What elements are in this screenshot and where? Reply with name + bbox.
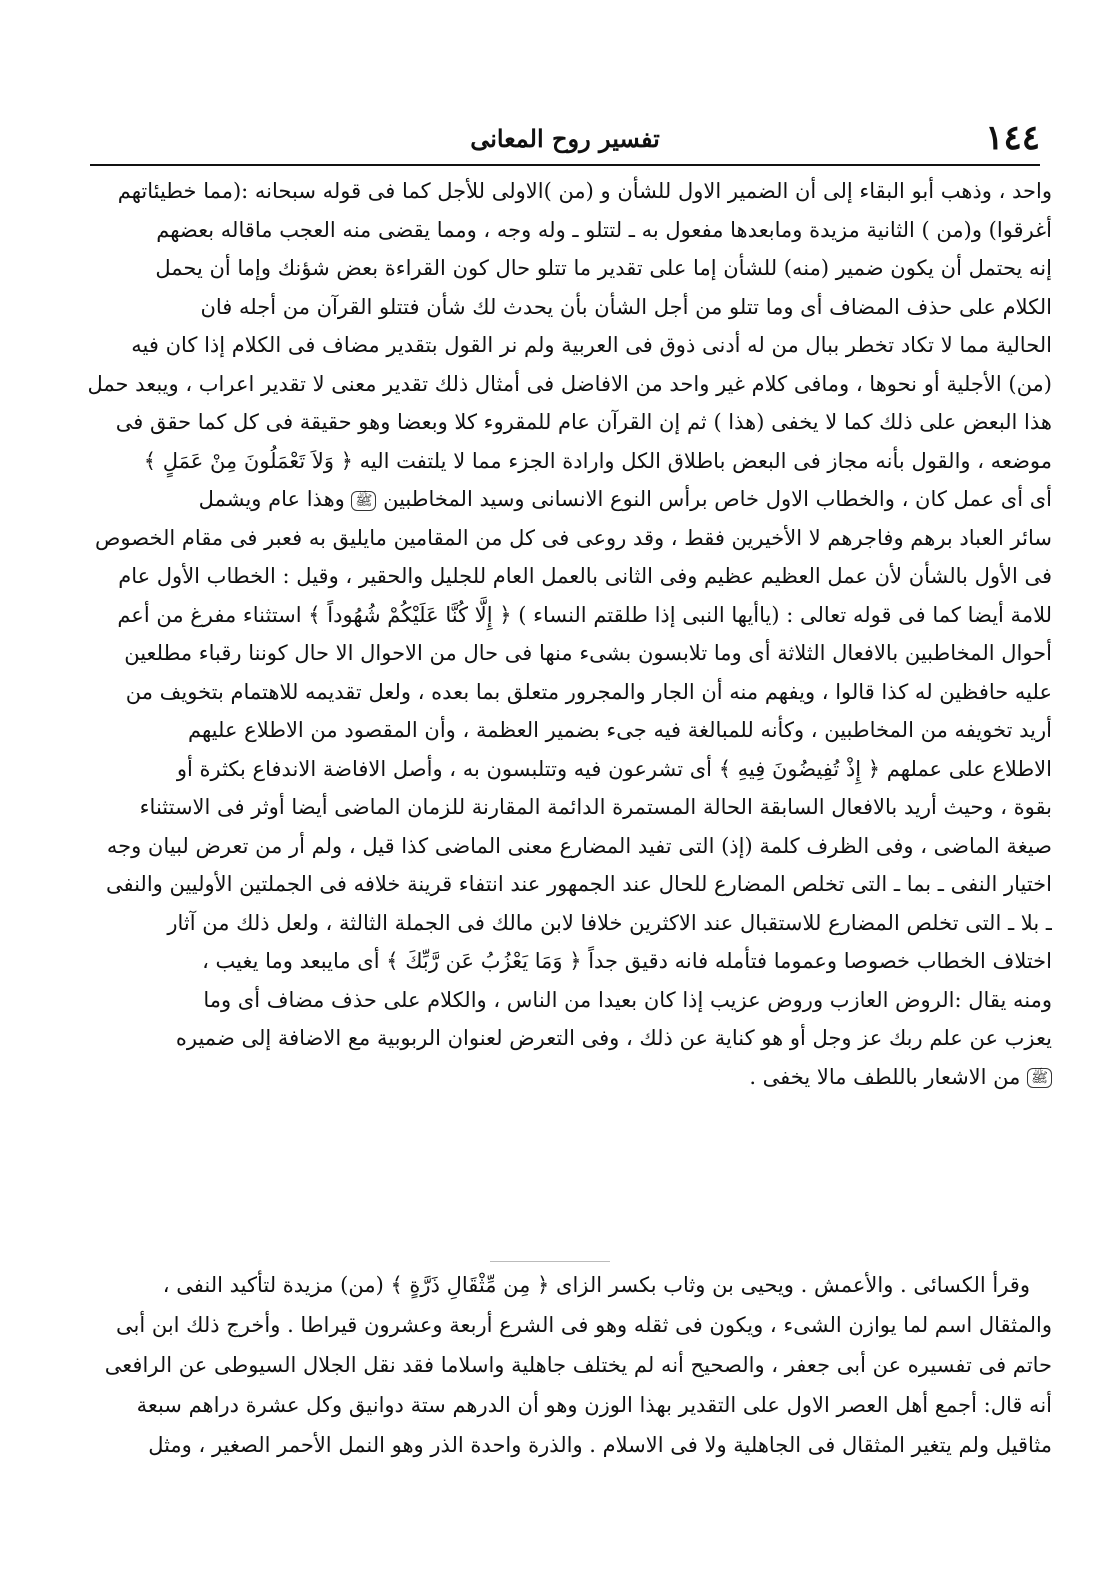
text-line: للامة أيضا كما فى قوله تعالى : (ياأيها النبى إذا طلقتم النساء ) ﴿ إِلَّا كُنَّا عَلَيْكُمْ شُهُوداً ﴾ استثناء مفرغ من أعم: [117, 602, 1052, 627]
text-line: فى الأول بالشأن لأن عمل العظيم عظيم وفى الثانى بالعمل العام للجليل والحقير ، وقيل : الخطاب الأول عام: [118, 564, 1052, 588]
text-segment: أى أى عمل كان ، والخطاب الاول خاص برأس النوع الانسانى وسيد المخاطبين: [383, 487, 1052, 511]
text-line: أريد تخويفه من المخاطبين ، وكأنه للمبالغة فيه جىء بضمير العظمة ، وأن المقصود من الاطلاع عليهم: [188, 718, 1052, 742]
text-line: حاتم فى تفسيره عن أبى جعفر ، والصحيح أنه لم يختلف جاهلية واسلاما فقد نقل الجلال السيوطى عن الرافعى: [104, 1353, 1052, 1377]
page-number: ١٤٤: [985, 118, 1040, 158]
page-header: [90, 118, 1040, 160]
pbuh-mark: ﷺ: [1027, 1068, 1052, 1088]
text-line: والمثقال اسم لما يوازن الشىء ، ويكون فى ثقله وهو فى الشرع أربعة وعشرون قيراطا . وأخرج ذلك ابن أبى: [115, 1313, 1052, 1337]
header-rule: [90, 164, 1040, 166]
text-segment: وهذا عام ويشمل: [198, 487, 345, 511]
text-line: بقوة ، وحيث أريد بالافعال السابقة الحالة المستمرة الدائمة المقارنة للزمان الماضى أيضا أوثر فى الاستثناء: [139, 795, 1052, 819]
text-line: الحالية مما لا تكاد تخطر ببال من له أدنى ذوق فى العربية ولم نر القول بتقدير مضاف فى الكلام إذا كان فيه: [131, 333, 1052, 357]
commentary-section-1: [64, 172, 1052, 1096]
text-line: هذا البعض على ذلك كما لا يخفى (هذا ) ثم إن القرآن عام للمقروء كلا وبعضا وهو حقيقة فى كل كما حقق فى: [115, 410, 1052, 434]
text-line: [64, 480, 1052, 519]
text-line: اختيار النفى ـ بما ـ التى تخلص المضارع للحال عند الجمهور عند انتفاء قرينة خلافه فى الجملتين الأوليين والنفى: [105, 872, 1052, 896]
text-line: وقرأ الكسائى . والأعمش . ويحيى بن وثاب بكسر الزاى ﴿ مِن مِّثْقَالِ ذَرَّةٍ ﴾ (من) مزيدة لتأكيد النفى ،: [162, 1273, 1030, 1297]
section-divider: [490, 1261, 610, 1262]
text-line: سائر العباد برهم وفاجرهم لا الأخيرين فقط ، وقد روعى فى كل من المقامين مايليق به فعبر فى مقام الخصوص: [95, 525, 1052, 550]
text-line: عليه حافظين له كذا قالوا ، ويفهم منه أن الجار والمجرور متعلق بما بعده ، ولعل تقديمه للاهتمام بتخويف من: [125, 679, 1052, 704]
text-line: واحد ، وذهب أبو البقاء إلى أن الضمير الاول للشأن و (من )الاولى للأجل كما فى قوله سبحانه :(مما خطيئاتهم: [117, 179, 1052, 203]
text-line: صيغة الماضى ، وفى الظرف كلمة (إذ) التى تفيد المضارع معنى الماضى كذا قيل ، ولم أر من تعرض لبيان وجه: [106, 833, 1052, 858]
text-segment: من الاشعار باللطف مالا يخفى .: [749, 1064, 1021, 1089]
running-title: تفسير روح المعانى: [470, 124, 660, 153]
text-line: أغرقوا) و(من ) الثانية مزيدة ومابعدها مفعول به ـ لتتلو ـ وله وجه ، ومما يقضى منه العجب ماقاله بعضهم: [156, 217, 1052, 242]
text-line: ومنه يقال :الروض العازب وروض عزيب إذا كان بعيدا من الناس ، والكلام على حذف مضاف أى وما: [203, 987, 1052, 1012]
text-line: اختلاف الخطاب خصوصا وعموما فتأمله فانه دقيق جداً ﴿ وَمَا يَعْزُبُ عَن رَّبِّكَ ﴾ أى مايبعد وما يغيب ،: [202, 949, 1052, 973]
text-line: (من) الأجلية أو نحوها ، ومافى كلام غير واحد من الافاضل فى أمثال ذلك تقدير معنى لا تقدير اعراب ، ويبعد حمل: [87, 371, 1052, 396]
text-line: إنه يحتمل أن يكون ضمير (منه) للشأن إما على تقدير ما تتلو حال كون القراءة بعض شؤنك وإما أن يحمل: [155, 256, 1052, 280]
text-line: الكلام على حذف المضاف أى وما تتلو من أجل الشأن بأن يحدث لك شأن فتتلو القرآن من أجله فان: [200, 294, 1052, 319]
text-line: الاطلاع على عملهم ﴿ إِذْ تُفِيضُونَ فِيهِ ﴾ أى تشرعون فيه وتتلبسون به ، وأصل الافاضة الاندفاع بكثرة أو: [176, 756, 1052, 781]
commentary-section-2: [64, 1265, 1052, 1465]
text-line: ـ بلا ـ التى تخلص المضارع للاستقبال عند الاكثرين خلافا لابن مالك فى الجملة الثالثة ، ولعل ذلك من آثار: [167, 910, 1052, 935]
text-line: مثاقيل ولم يتغير المثقال فى الجاهلية ولا فى الاسلام . والذرة واحدة الذر وهو النمل الأحمر الصغير ، ومثل: [148, 1433, 1052, 1457]
text-line: يعزب عن علم ربك عز وجل أو هو كناية عن ذلك ، وفى التعرض لعنوان الربوبية مع الاضافة إلى ضميره: [175, 1026, 1052, 1050]
text-line: [64, 1058, 1052, 1097]
text-line: أنه قال: أجمع أهل العصر الاول على التقدير بهذا الوزن وهو أن الدرهم ستة دوانيق وكل عشرة دراهم سبعة: [136, 1393, 1052, 1417]
pbuh-mark: ﷺ: [351, 491, 376, 511]
text-line: أحوال المخاطبين بالافعال الثلاثة أى وما تلابسون بشىء منها فى حال من الاحوال الا حال كوننا رقباء مطلعين: [124, 641, 1052, 665]
text-line: موضعه ، والقول بأنه مجاز فى البعض باطلاق الكل وارادة الجزء مما لا يلتفت اليه ﴿ وَلاَ تَعْمَلُونَ مِنْ عَمَلٍ ﴾: [143, 448, 1052, 473]
